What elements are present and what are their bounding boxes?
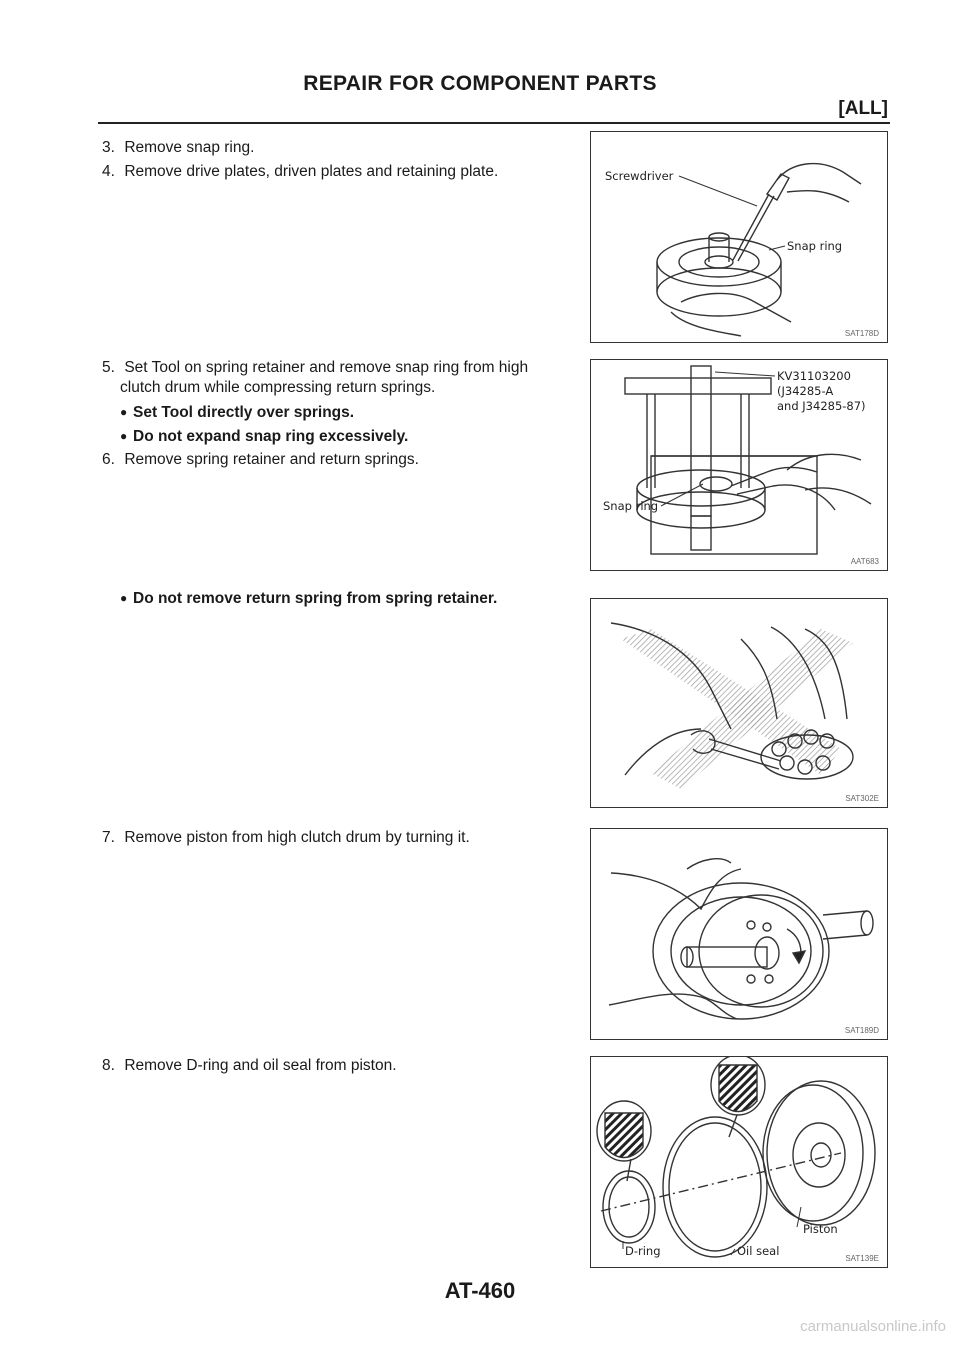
- figure-code: SAT189D: [844, 1026, 879, 1035]
- figure-code: SAT178D: [844, 329, 879, 338]
- header-divider: [98, 122, 890, 124]
- figure-code: SAT139E: [845, 1254, 879, 1263]
- step-number: 6.: [102, 451, 115, 468]
- figure-d-ring-oil-seal: [590, 1056, 888, 1268]
- d-ring-oil-seal-illustration: [591, 1057, 887, 1267]
- snap-ring-removal-illustration: [591, 132, 887, 342]
- step-3: [102, 138, 578, 158]
- caution-snap-ring: ● Do not expand snap ring excessively.: [120, 428, 409, 445]
- figure-return-spring-warning: [590, 598, 888, 808]
- step-text: Remove piston from high clutch drum by turning it.: [124, 829, 470, 846]
- step-number: 5.: [102, 359, 115, 376]
- figure-label-d-ring: D-ring: [625, 1244, 661, 1258]
- step-7: [102, 828, 578, 848]
- spring-compressor-illustration: [591, 360, 887, 570]
- bullet-icon: ●: [120, 429, 128, 443]
- step-number: 7.: [102, 829, 115, 846]
- bullet-icon: ●: [120, 405, 128, 419]
- figure-label-oil-seal: Oil seal: [737, 1244, 780, 1258]
- figure-spring-compressor: [590, 359, 888, 571]
- step-5: [102, 358, 578, 398]
- piston-removal-illustration: [591, 829, 887, 1039]
- caution-return-spring: ● Do not remove return spring from spring retainer.: [120, 590, 498, 607]
- figure-label-snap-ring: Snap ring: [603, 499, 659, 513]
- bullet-icon: ●: [120, 591, 128, 605]
- return-spring-warning-illustration: [591, 599, 887, 807]
- figure-label-tool-number: KV31103200: [777, 369, 851, 383]
- step-number: 3.: [102, 139, 115, 156]
- figure-piston-removal: [590, 828, 888, 1040]
- step-6: [102, 450, 578, 470]
- step-text: Remove snap ring.: [124, 139, 255, 156]
- step-text: Set Tool on spring retainer and remove snap ring from high: [124, 359, 529, 376]
- section-tag: [ALL]: [838, 98, 888, 119]
- caution-set-tool: ● Set Tool directly over springs.: [120, 404, 355, 421]
- step-number: 8.: [102, 1057, 115, 1074]
- figure-snap-ring-removal: [590, 131, 888, 343]
- figure-code: SAT302E: [845, 794, 879, 803]
- figure-label-piston: Piston: [803, 1222, 838, 1236]
- figure-code: AAT683: [850, 557, 879, 566]
- step-text-continuation: clutch drum while compressing return springs.: [120, 379, 436, 396]
- page-number: AT-460: [444, 1278, 516, 1303]
- step-text: Remove D-ring and oil seal from piston.: [124, 1057, 397, 1074]
- figure-label-tool-ref-2: and J34285-87): [777, 399, 866, 413]
- step-text: Remove drive plates, driven plates and retaining plate.: [124, 163, 499, 180]
- step-number: 4.: [102, 163, 115, 180]
- step-4: [102, 162, 578, 182]
- figure-label-tool-ref-1: (J34285-A: [777, 384, 834, 398]
- figure-label-screwdriver: Screwdriver: [605, 169, 674, 183]
- page-title: REPAIR FOR COMPONENT PARTS: [303, 72, 657, 95]
- watermark: carmanualsonline.info: [800, 1318, 946, 1335]
- step-8: [102, 1056, 578, 1076]
- figure-label-snap-ring: Snap ring: [787, 239, 843, 253]
- step-text: Remove spring retainer and return springs.: [124, 451, 419, 468]
